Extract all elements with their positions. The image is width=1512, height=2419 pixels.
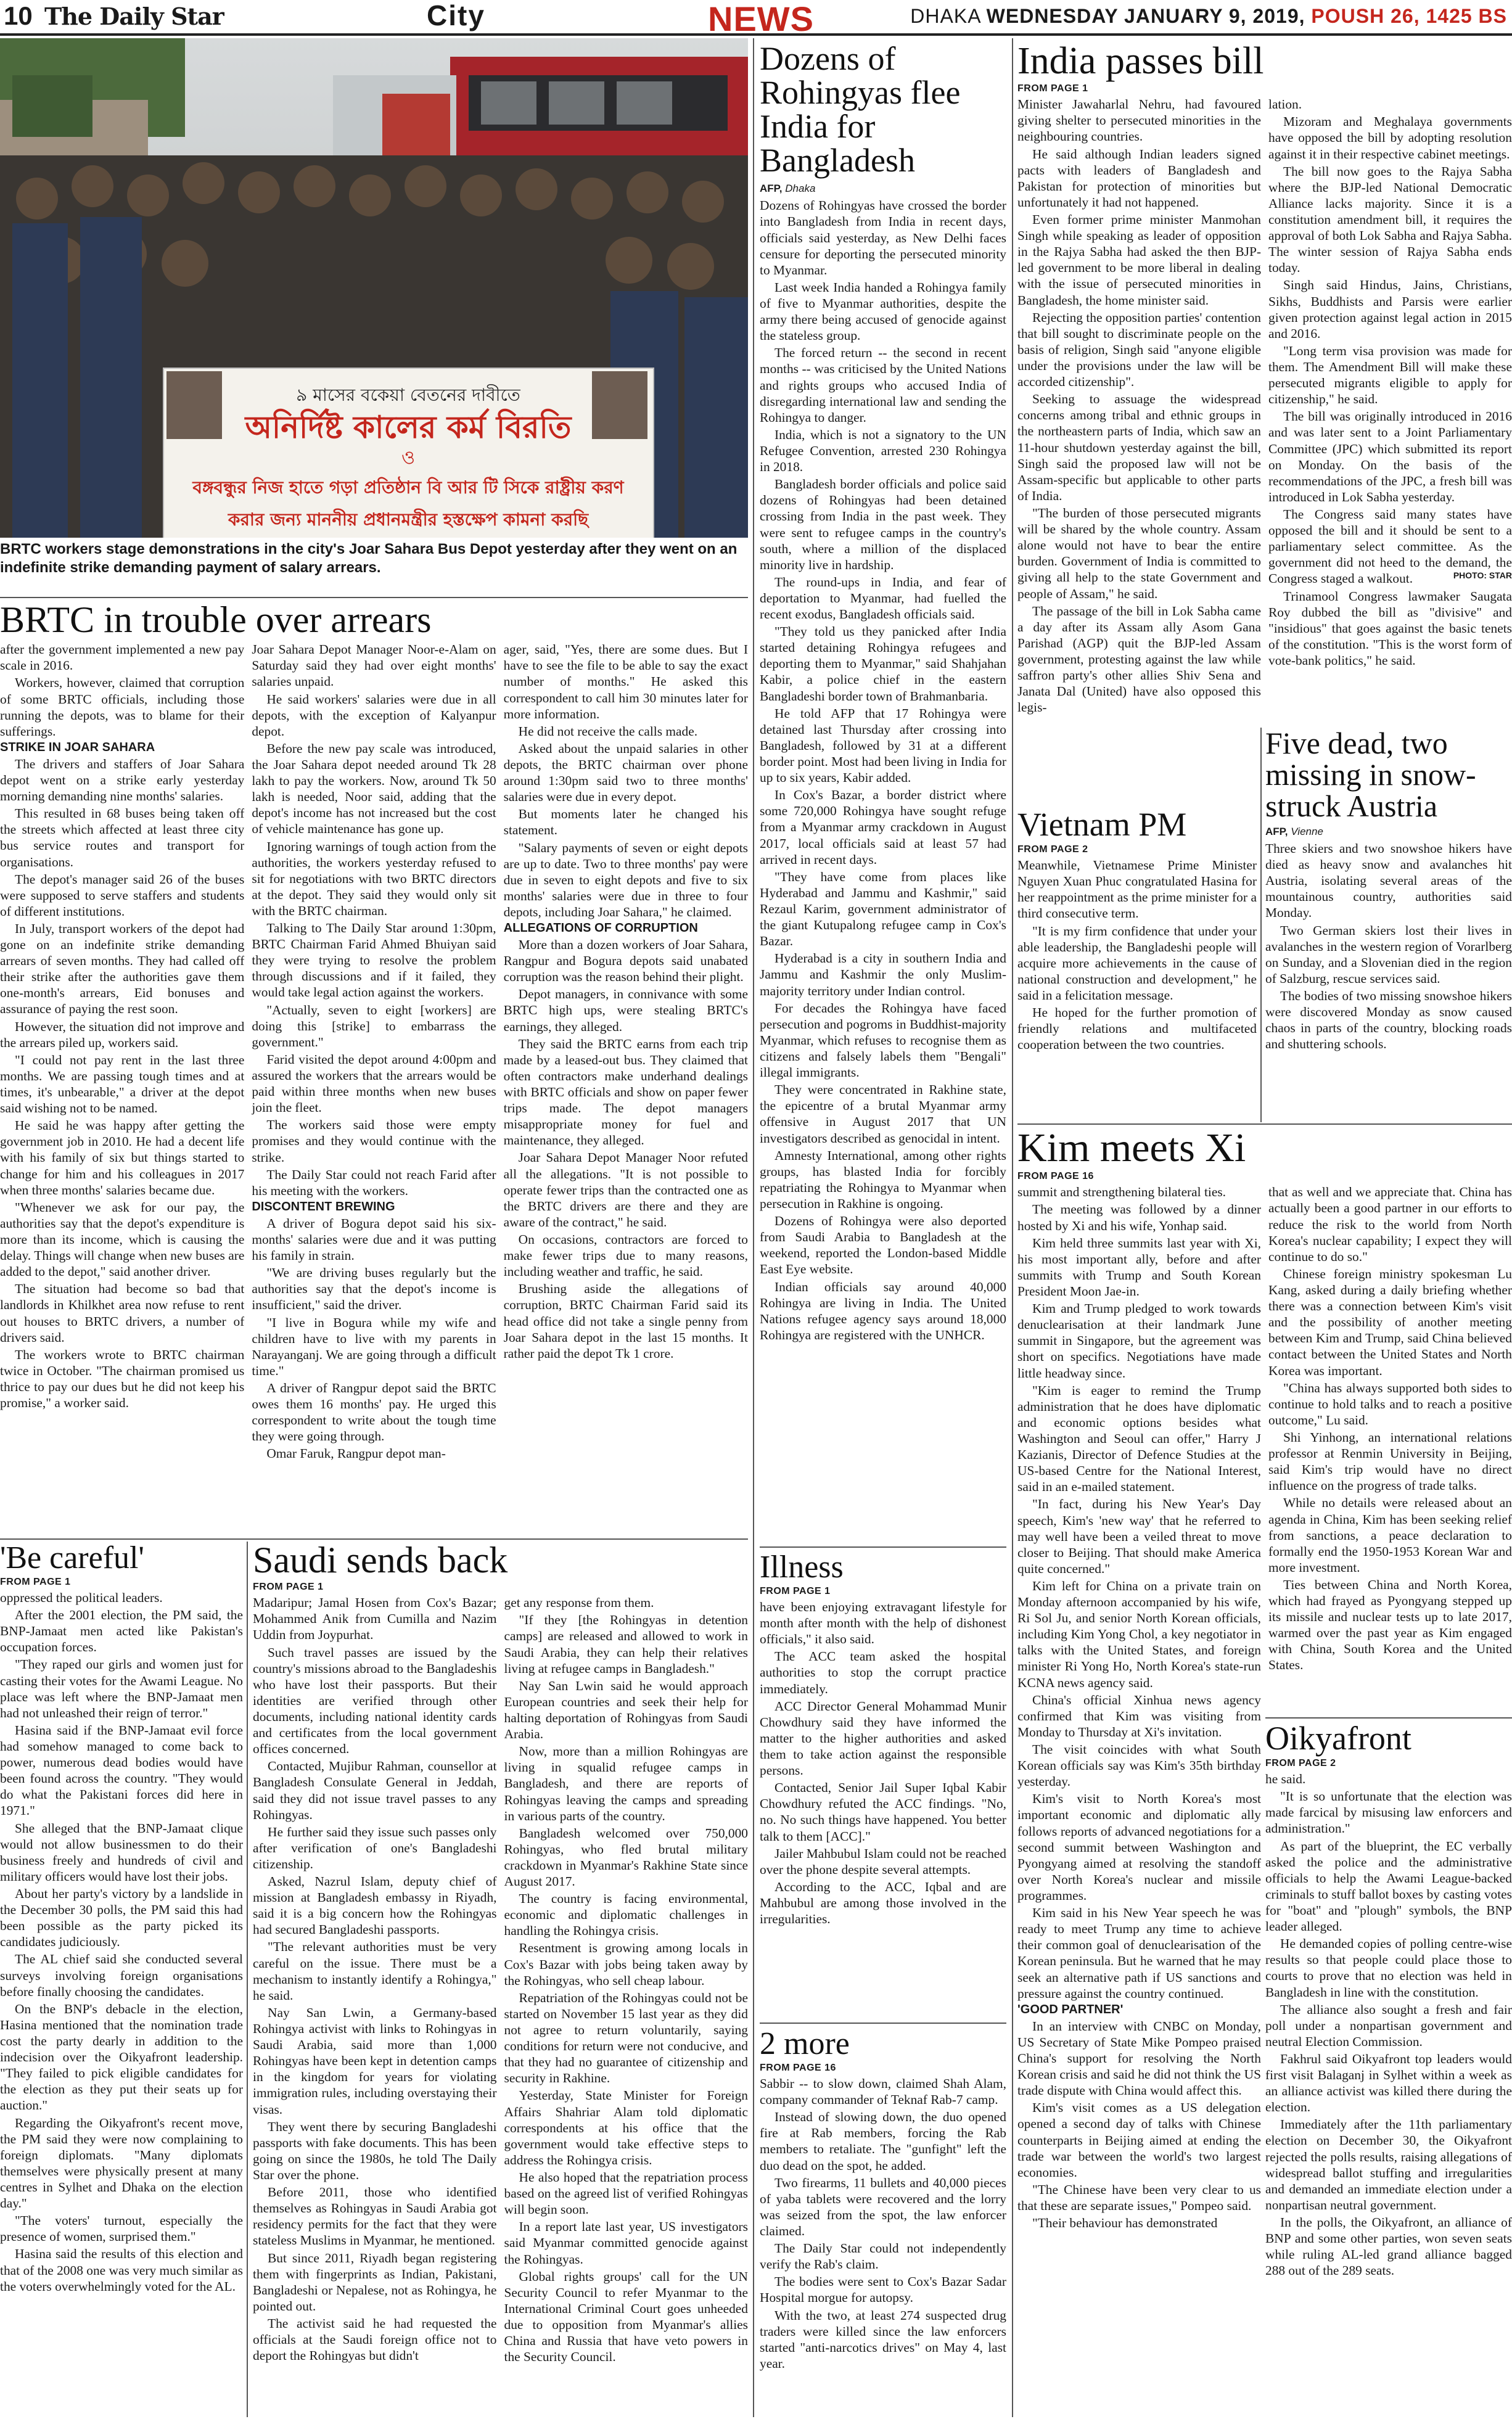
dateline: AFP, Dhaka — [760, 183, 816, 195]
paragraph: Sabbir -- to slow down, claimed Shah Alam, company commander of Teknaf Rab-7 camp. — [760, 2076, 1006, 2108]
paragraph: Nay San Lwin, a Germany-based Rohingya activist with links to Rohingyas in Saudi Arabia, said more than 1,000 Rohingyas have been kept in detention camps in the kingdom for years for violating immigration rules, including overstaying their visas. — [253, 2005, 497, 2117]
paragraph: The bodies of two missing snowshoe hikers were discovered Monday as snow caused chaos in parts of the country, blocking roads and shuttering schools. — [1265, 988, 1512, 1052]
headline-oikyafront: Oikyafront — [1265, 1722, 1411, 1757]
section-label: City — [427, 0, 485, 31]
paragraph: He further said they issue such passes only after verification of one's Bangladeshi citizenship. — [253, 1824, 497, 1871]
paragraph: Dozens of Rohingyas have crossed the border into Bangladesh from India in recent days, officials said yesterday, as New Delhi faces censure for deporting the persecuted minority to Myanmar. — [760, 198, 1006, 277]
paragraph: Resentment is growing among locals in Cox's Bazar with jobs being taken away by the Rohingyas, who sell cheap labour. — [504, 1941, 748, 1988]
paragraph: They said the BRTC earns from each trip made by a leased-out bus. They claimed that often contractors make underhand dealings with BRTC officials and show on paper fewer trips made. The depot managers misappropriate money for fuel and maintenance, they alleged. — [503, 1036, 748, 1148]
paragraph: A driver of Rangpur depot said the BRTC owes them 16 months' pay. He urged this correspondent to write about the tough time they were going through. — [252, 1381, 496, 1444]
page-number: 10 — [4, 1, 33, 30]
paragraph: Kim's visit comes as a US delegation opened a second day of talks with Chinese counterparts in Beijing aimed at ending the trade war between the world's two largest economies. — [1017, 2100, 1261, 2180]
paragraph: Depot managers, in connivance with some BRTC high ups, were stealing BRTC's earnings, they alleged. — [503, 987, 748, 1034]
paragraph: The alliance also sought a fresh and fair poll under a nonpartisan government and neutral Election Commission. — [1265, 2002, 1512, 2049]
paragraph: Hyderabad is a city in southern India and Jammu and Kashmir the only Muslim-majority territory under Indian control. — [760, 951, 1006, 998]
paragraph: The Daily Star could not reach Farid after his meeting with the workers. — [252, 1167, 496, 1198]
paragraph: Immediately after the 11th parliamentary election on December 30, the Oikyafront rejected the polls results, raising allegations of widespread ballot stuffing and irregularities and demanded an immediate election under a nonpartisan neutral government. — [1265, 2117, 1512, 2212]
paragraph: Even former prime minister Manmohan Singh while speaking as leader of opposition in the Rajya Sabha had asked the then BJP-led government to be more liberal in dealing with the issue of persecuted minorities in Bangladesh, the home minister said. — [1017, 212, 1261, 308]
banner-line-1: ৯ মাসের বকেয়া বেতনের দাবীতে — [296, 385, 520, 405]
photo-caption: BRTC workers stage demonstrations in the city's Joar Sahara Bus Depot yesterday after they went on an indefinite strike demanding payment of salary arrears. — [0, 541, 738, 576]
article-body — [1017, 857, 1257, 1054]
paragraph: The round-ups in India, and fear of deportation to Myanmar, had fuelled the recent exodus, Bangladesh officials said. — [760, 574, 1006, 622]
article-body — [0, 1590, 243, 2296]
paragraph: "Long term visa provision was made for them. The Amendment Bill will make these persecuted migrants eligible to apply for citizenship," he said. — [1268, 343, 1512, 407]
paragraph: Talking to The Daily Star around 1:30pm, BRTC Chairman Farid Ahmed Bhuiyan said they were trying to resolve the problem through discussions and if it failed, they would take legal action against the workers. — [252, 921, 496, 1000]
page-header — [0, 0, 1512, 36]
paragraph: lation. — [1268, 97, 1302, 112]
paragraph: The bill was originally introduced in 2016 and was later sent to a Joint Parliamentary Committee (JPC) which submitted its report on Monday. On the basis of the recommendations of the JPC, a fresh bill was introduced in Lok Sabha yesterday. — [1268, 409, 1512, 504]
paragraph: About her party's victory by a landslide in the December 30 polls, the PM said this had been possible as the party picked its candidates judiciously. — [0, 1886, 243, 1950]
banner-line-3: ও — [401, 447, 416, 469]
paragraph: "They told us they panicked after India started detaining Rohingya refugees and deporting them to Myanmar," said Shahjahan Kabir, a police chief in the eastern Bangladeshi border town of Brahmanbaria. — [760, 624, 1006, 704]
paragraph: Farid visited the depot around 4:00pm and assured the workers that the arrears would be paid within three months when new buses join the fleet. — [252, 1051, 496, 1115]
paragraph: Shi Yinhong, an international relations professor at Renmin University in Beijing, said Kim's trip would have no direct influence on the progress of trade talks. — [1268, 1429, 1512, 1493]
paragraph: This resulted in 68 buses being taken off the streets which affected at least three city bus service routes and transport for organisations. — [0, 806, 245, 869]
paragraph: He said although Indian leaders signed pacts with leaders of Bangladesh and Pakistan for protection of minorities but unfortunately it had not happened. — [1017, 146, 1261, 210]
jump-label: FROM PAGE 2 — [1017, 844, 1088, 855]
subhead: STRIKE IN JOAR SAHARA — [0, 740, 155, 754]
headline-brtc: BRTC in trouble over arrears — [0, 601, 432, 640]
paragraph: Contacted, Senior Jail Super Iqbal Kabir Chowdhury refuted the ACC findings. "No, no. No such things have happened. You better talk to them [ACC]." — [760, 1780, 1006, 1844]
paragraph: "It is so unfortunate that the election was made farcical by misusing law enforcers and administration." — [1265, 1789, 1512, 1836]
article-body — [1265, 1771, 1512, 2280]
headline-vietnam: Vietnam PM — [1017, 808, 1187, 843]
paragraph: "It is my firm confidence that under your able leadership, the Bangladeshi people will acquire more achievements in the cause of national construction and development," he said in a felicitation message. — [1017, 923, 1257, 1003]
paragraph: Joar Sahara Depot Manager Noor-e-Alam on Saturday said they had over eight months' salaries unpaid. — [252, 642, 496, 689]
paragraph: The workers said those were empty promises and they would continue with the strike. — [252, 1117, 496, 1165]
article-body — [0, 641, 748, 1463]
paragraph: The bodies were sent to Cox's Bazar Sadar Hospital morgue for autopsy. — [760, 2274, 1006, 2306]
paragraph: Hasina said the results of this election and that of the 2008 one was very much similar as the voters overwhelmingly voted for the AL. — [0, 2246, 243, 2294]
jump-label: FROM PAGE 1 — [0, 1577, 71, 1588]
paragraph: Hasina said if the BNP-Jamaat evil force had somehow managed to come back to power, numerous dead bodies would have been found across the country. "They would do what the Pakistani forces did here in 1971." — [0, 1722, 243, 1818]
paragraph: Kim held three summits last year with Xi, his most important ally, before and after summits with Trump and South Korean President Moon Jae-in. — [1017, 1235, 1261, 1299]
paragraph: Regarding the Oikyafront's recent move, the PM said they were now complaining to foreign diplomats. "Many diplomats themselves were physically present at many centres in Sylhet and Dhaka on the election day." — [0, 2115, 243, 2211]
paragraph: Such travel passes are issued by the country's missions abroad to the Bangladeshis who have lost their passports. But their identities are verified through other documents, including national identity cards and certificates from the local government offices concerned. — [253, 1645, 497, 1757]
news-label: NEWS — [708, 0, 814, 38]
paragraph: have been enjoying extravagant lifestyle for month after month with the help of dishonest officials," it also said. — [760, 1600, 1006, 1647]
paragraph: Repatriation of the Rohingyas could not be started on November 15 last year as they did not agree to return voluntarily, saying conditions for return were not conducive, and that they had no guarantee of citizenship and security in Rakhine. — [504, 1990, 748, 2086]
paragraph: In a report late last year, US investigators said Myanmar committed genocide against the Rohingyas. — [504, 2219, 748, 2267]
paragraph: Workers, however, claimed that corruption of some BRTC officials, including those running the depots, was to blame for their sufferings. — [0, 675, 245, 739]
paragraph: Instead of slowing down, the duo opened fire at Rab members, forcing the Rab members to retaliate. The "gunfight" left the duo dead on the spot, he added. — [760, 2109, 1006, 2173]
paragraph: "The relevant authorities must be very careful on the issue. There must be a mechanism to instantly identify a Rohingya," he said. — [253, 1939, 497, 2003]
subhead: ALLEGATIONS OF CORRUPTION — [503, 921, 698, 935]
article-oikyafront — [1265, 1722, 1512, 2417]
paragraph: With the two, at least 274 suspected drug traders were killed since the law enforcers started "anti-narcotics drives" on May 4, last year. — [760, 2307, 1006, 2371]
text-column — [253, 1595, 497, 2366]
paragraph: The AL chief said she conducted several surveys involving foreign organisations before finally choosing the candidates. — [0, 1952, 243, 1999]
paragraph: that as well and we appreciate that. China has actually been a good partner in our efforts to reduce the risk to the world from North Korea's nuclear capability; I expect they will continue to do so." — [1268, 1185, 1512, 1264]
paragraph: Bangladesh welcomed over 750,000 Rohingyas, who fled brutal military crackdown in Myanmar's Rakhine State since August 2017. — [504, 1825, 748, 1889]
paragraph: However, the situation did not improve and the arrears piled up, workers said. — [0, 1019, 245, 1050]
paragraph: Kim and Trump pledged to work towards denuclearisation at their landmark June summit in Singapore, but the agreement was short on specifics. Negotiations have made little headway since. — [1017, 1301, 1261, 1381]
paragraph: The meeting was followed by a dinner hosted by Xi and his wife, Yonhap said. — [1017, 1202, 1261, 1233]
paragraph: Trinamool Congress lawmaker Saugata Roy dubbed the bill as "divisive" and "insidious" that goes against the basic tenets of the constitution. "This is the worst form of vote-bank politics," he said. — [1268, 588, 1512, 668]
text-column — [504, 1595, 749, 2366]
paragraph: The Daily Star could not independently verify the Rab's claim. — [760, 2241, 1006, 2272]
paragraph: Now, more than a million Rohingyas are living in squalid refugee camps in Bangladesh, and there are reports of Rohingyas leaving the camps and spreading in various parts of the country. — [504, 1744, 748, 1823]
paragraph: The drivers and staffers of Joar Sahara depot went on a strike early yesterday morning demanding nine months' salaries. — [0, 756, 245, 804]
paragraph: "Actually, seven to eight [workers] are doing this [strike] to embarrass the government." — [252, 1002, 496, 1049]
paragraph: after the government implemented a new pay scale in 2016. — [0, 642, 245, 673]
paragraph: The workers wrote to BRTC chairman twice in October. "The chairman promised us thrice to pay our dues but he did not keep his promise," a worker said. — [0, 1347, 245, 1411]
article-illness — [760, 1551, 1006, 2023]
paragraph: Before the new pay scale was introduced, the Joar Sahara depot needed around Tk 28 lakh to pay the workers. Now, around Tk 50 lakh is needed, Noor said, adding that the depot's income has not increased but the cost of vehicle maintenance has gone up. — [252, 741, 496, 837]
headline-saudi: Saudi sends back — [253, 1542, 508, 1580]
paragraph: Seeking to assuage the widespread concerns among tribal and ethnic groups in the northeastern parts of India, which saw an 11-hour shutdown yesterday against the bill, Singh said the proposed law will not be Assam-specific but applicable to other parts of India. — [1017, 392, 1261, 503]
article-body — [1265, 840, 1512, 1053]
text-column — [0, 641, 244, 1463]
paragraph: Minister Jawaharlal Nehru, had favoured giving shelter to persecuted minorities in the neighbouring countries. — [1017, 97, 1261, 144]
paragraph: Omar Faruk, Rangpur depot man- — [266, 1446, 446, 1461]
paragraph: Contacted, Mujibur Rahman, counsellor at Bangladesh Consulate General in Jeddah, said they did not issue travel passes to any Rohingyas. — [253, 1759, 497, 1822]
subhead: DISCONTENT BREWING — [252, 1199, 395, 1214]
jump-label: FROM PAGE 16 — [1017, 1171, 1094, 1182]
text-column — [1268, 96, 1512, 717]
text-column — [504, 641, 748, 1463]
paragraph: "If they [the Rohingyas in detention camps] are released and allowed to work in Saudi Arabia, they can help their relatives living at refugee camps in Bangladesh." — [504, 1612, 748, 1676]
masthead-logo: The Daily Star — [44, 2, 224, 30]
paragraph: Three skiers and two snowshoe hikers have died as heavy snow and avalanches hit Austria, isolating several areas of the mountainous country, authorities said Monday. — [1265, 841, 1512, 921]
paragraph: He said he was happy after getting the government job in 2010. He had a decent life with his family of six but things started to change for him and his colleagues in 2017 when three months' salaries became due. — [0, 1118, 245, 1197]
paragraph: Jailer Mahbubul Islam could not be reached over the phone despite several attempts. — [760, 1846, 1006, 1877]
photo-credit: PHOTO: STAR — [1453, 570, 1512, 580]
paragraph: On occasions, contractors are forced to make fewer trips due to many reasons, including weather and traffic, he said. — [503, 1232, 748, 1279]
headline-austria: Five dead, two missing in snow-struck Austria — [1265, 728, 1476, 823]
paragraph: Before 2011, those who identified themselves as Rohingyas in Saudi Arabia got residency permits for the fact that they were stateless Muslims in Myanmar, he mentioned. — [253, 2185, 497, 2248]
paragraph: Rejecting the opposition parties' contention that bill sought to discriminate people on the basis of religion, Singh said "anyone eligible under the provisions under the law will be accorded citizenship". — [1017, 310, 1261, 390]
paragraph: "They have come from places like Hyderabad and Jammu and Kashmir," said Rezaul Karim, government administrator of the giant Kutupalong refugee camp in Cox's Bazar. — [760, 869, 1006, 949]
paragraph: "The voters' turnout, especially the presence of women, surprised them." — [0, 2213, 243, 2244]
article-body — [253, 1595, 748, 2366]
paragraph: oppressed the political leaders. — [0, 1590, 163, 1606]
paragraph: Brushing aside the allegations of corruption, BRTC Chairman Farid said its head office did not take a single penny from Joar Sahara depot in the last 15 months. It rather paid the depot Tk 1 crore. — [503, 1281, 748, 1361]
paragraph: Mizoram and Meghalaya governments have opposed the bill by adopting resolution against it in their respective cabinet meetings. — [1268, 114, 1512, 162]
paragraph: But moments later he changed his statement. — [503, 807, 748, 838]
paragraph: More than a dozen workers of Joar Sahara, Rangpur and Bogura depots said unabated corruption was the reason behind their plight. — [503, 937, 748, 985]
paragraph: He hoped for the further promotion of friendly relations and multifaceted cooperation between the two countries. — [1017, 1005, 1257, 1053]
jump-label: FROM PAGE 2 — [1265, 1758, 1336, 1769]
text-column — [1265, 1771, 1512, 2280]
paragraph: Joar Sahara Depot Manager Noor refuted all the allegations. "It is not possible to operate fewer trips than the contracted one as the BRTC drivers are there and they are aware of the contract," he said. — [503, 1150, 748, 1230]
news-photo — [0, 38, 748, 538]
paragraph: Two firearms, 11 bullets and 40,000 pieces of yaba tablets were recovered and the lorry was seized from the spot, the law enforcer claimed. — [760, 2175, 1006, 2239]
paragraph: The depot's manager said 26 of the buses were supposed to serve staffers and students of different institutions. — [0, 871, 245, 919]
paragraph: Nay San Lwin said he would approach European countries and seek their help for halting deportation of Rohingyas from Saudi Arabia. — [504, 1678, 748, 1742]
text-column — [1017, 857, 1257, 1054]
paragraph: "The Chinese have been very clear to us that these are separate issues," Pompeo said. — [1017, 2182, 1261, 2213]
paragraph: "I live in Bogura while my wife and children have to live with my parents in Narayanganj. We are going through a difficult time." — [252, 1315, 496, 1378]
paragraph: Yesterday, State Minister for Foreign Affairs Shahriar Alam told diplomatic correspondents at his office that the government would take effective steps to address the Rohingya crisis. — [504, 2088, 748, 2167]
paragraph: The bill now goes to the Rajya Sabha where the BJP-led National Democratic Alliance lacks majority. Since it is a constitution amendment bill, it requires the approval of both Lok Sabha and Rajya Sabha. The winter session of Rajya Sabha ends today. — [1268, 163, 1512, 276]
text-column — [1017, 96, 1261, 717]
paragraph: Asked, Nazrul Islam, deputy chief of mission at Bangladesh embassy in Riyadh, said it is a big concern how the Rohingyas had secured Bangladeshi passports. — [253, 1874, 497, 1937]
paragraph: The activist said he had requested the officials at the Saudi foreign office not to deport the Rohingyas but didn't — [253, 2316, 497, 2364]
paragraph: Ties between China and North Korea, which had frayed as Pyongyang stepped up its missile and nuclear tests up to late 2017, warmed over the past year as Kim engaged with China, South Korea and the United States. — [1268, 1577, 1512, 1673]
paragraph: In Cox's Bazar, a border district where some 720,000 Rohingya have sought refuge from a Myanmar army crackdown in August 2017, local officials said at least 57 had arrived in recent days. — [760, 787, 1006, 867]
paragraph: The country is facing environmental, economic and diplomatic challenges in handling the Rohingya crisis. — [504, 1891, 748, 1939]
text-column — [1265, 840, 1512, 1053]
paragraph: he said. — [1265, 1772, 1306, 1787]
paragraph: The ACC team asked the hospital authorities to stop the corrupt practice immediately. — [760, 1649, 1006, 1696]
paragraph: In an interview with CNBC on Monday, US Secretary of State Mike Pompeo praised China's support for resolving the North Korean crisis and said he did not think the US trade dispute with China would affect this. — [1017, 2018, 1261, 2098]
article-body — [760, 197, 1006, 1344]
paragraph: The visit coincides with what South Korean officials say was Kim's 35th birthday yesterday. — [1017, 1742, 1261, 1789]
paragraph: summit and strengthening bilateral ties. — [1017, 1185, 1226, 1200]
banner-line-2: অনির্দিষ্ট কালের কর্ম বিরতি — [245, 409, 572, 445]
paragraph: India, which is not a signatory to the UN Refugee Convention, arrested 230 Rohingya in 2018. — [760, 427, 1006, 475]
paragraph: The passage of the bill in Lok Sabha came a day after its Assam ally Asom Gana Parishad (AGP) quit the BJP-led Assam government, protesting against the law while saffron party's other allies Shiv Sena and Janata Dal (United) have also opposed this legis- — [1017, 603, 1261, 715]
paragraph: They were concentrated in Rakhine state, the epicentre of a brutal Myanmar army offensive in August 2017 that UN investigators described as genocidal in intent. — [760, 1082, 1006, 1146]
dateline: AFP, Vienne — [1265, 826, 1323, 837]
paragraph: He also hoped that the repatriation process based on the agreed list of verified Rohingyas will begin soon. — [504, 2170, 748, 2217]
text-column — [0, 1590, 243, 2296]
paragraph: "The burden of those persecuted migrants will be shared by the whole country. Assam alone would not have to bear the entire burden. Government of India is committed to giving all help to the state Government and people of Assam," he said. — [1017, 505, 1261, 601]
paragraph: ager, said, "Yes, there are some dues. But I have to see the file to be able to say the exact number of months." He asked this correspondent to call him 30 minutes later for more information. — [503, 642, 748, 721]
paragraph: Ignoring warnings of tough action from the authorities, the workers yesterday refused to sit for negotiations with two BRTC directors at the depot. They said they would only sit with the BRTC chairman. — [252, 839, 496, 918]
article-body — [760, 2076, 1006, 2373]
headline-kim: Kim meets Xi — [1017, 1127, 1246, 1170]
article-two-more — [760, 2027, 1006, 2417]
paragraph: "I could not pay rent in the last three months. We are passing tough times and at times, it's unbearable," a driver at the depot said wishing not to be named. — [0, 1052, 245, 1116]
paragraph: Two German skiers lost their lives in avalanches in the western region of Vorarlberg on Sunday, and a Slovenian died in the region of Salzburg, rescue services said. — [1265, 922, 1512, 986]
text-column — [760, 1599, 1006, 1928]
paragraph: A driver of Bogura depot said his six-months' salaries were due and it was putting his family in strain. — [252, 1215, 496, 1263]
headline-india: India passes bill — [1017, 42, 1264, 82]
article-brtc — [0, 601, 748, 1538]
jump-label: FROM PAGE 1 — [1017, 83, 1088, 94]
article-austria — [1265, 728, 1512, 1122]
paragraph: For decades the Rohingya have faced persecution and pogroms in Buddhist-majority Myanmar, which refuses to recognise them as citizens and falsely labels them "Bengali" illegal immigrants. — [760, 1000, 1006, 1080]
paragraph: "Their behaviour has demonstrated — [1032, 2216, 1218, 2231]
paragraph: On the BNP's debacle in the election, Hasina mentioned that the nomination trade cost the party dearly in addition to the indecision over the Oikyafront leadership. "They failed to pick eligible candidates for the election as they put their seats up for auction." — [0, 2001, 243, 2113]
paragraph: "In fact, during his New Year's Day speech, Kim's 'new way' that he referred to may well have been a veiled threat to move closer to Beijing. That should make America quite concerned." — [1017, 1497, 1261, 1576]
article-dozens — [760, 42, 1006, 1546]
jump-label: FROM PAGE 1 — [760, 1586, 831, 1597]
text-column — [760, 2076, 1006, 2373]
paragraph: The Congress said many states have opposed the bill and it should be sent to a parliamentary select committee. As the government did not heed to the demand, the Congress staged a walkout. — [1268, 506, 1512, 586]
paragraph: As part of the blueprint, the EC verbally asked the police and the administrative officials to help the Awami League-backed criminals to stuff ballot boxes by casting votes for "boat" and "plough" symbols, the BNP leader alleged. — [1265, 1838, 1512, 1934]
article-be-careful — [0, 1542, 243, 2417]
edition-date: DHAKA WEDNESDAY JANUARY 9, 2019, POUSH 26, 1425 BS — [910, 5, 1507, 27]
banner-line-5: করার জন্য মাননীয় প্রধানমন্ত্রীর হস্তক্ষেপ কামনা করছি — [228, 509, 589, 530]
headline-illness: Illness — [760, 1551, 844, 1585]
article-vietnam — [1017, 808, 1257, 1122]
paragraph: He did not receive the calls made. — [518, 723, 698, 739]
paragraph: get any response from them. — [504, 1595, 654, 1611]
article-india — [1017, 42, 1512, 807]
jump-label: FROM PAGE 16 — [760, 2063, 836, 2074]
paragraph: Kim said in his New Year speech he was ready to meet Trump any time to achieve their common goal of denuclearisation of the Korean peninsula. But he warned that he may seek an alternative path if US sanctions and pressure against the country continued. — [1017, 1905, 1261, 2001]
paragraph: She alleged that the BNP-Jamaat clique would not allow businessmen to do their business freely and hundreds of civil and military officers would have lost their jobs. — [0, 1820, 243, 1884]
paragraph: "They raped our girls and women just for casting their votes for the Awami League. No place was left where the BNP-Jamaat men had not unleashed their reign of terror." — [0, 1657, 243, 1720]
paragraph: But since 2011, Riyadh began registering them with fingerprints as Indian, Pakistani, Bangladeshi or Nepalese, not as Rohingya, he pointed out. — [253, 2250, 497, 2314]
paragraph: Asked about the unpaid salaries in other depots, the BRTC chairman over phone around 1:30pm said two to three months' salaries were due in every depot. — [503, 741, 748, 805]
paragraph: In July, transport workers of the depot had gone on an indefinite strike demanding arrears of seven months. They had called off their strike after the authorities gave them one-month's arrears, Eid bonuses and assurance of paying the rest soon. — [0, 921, 245, 1017]
text-column — [760, 197, 1006, 1344]
headline-dozens: Dozens of Rohingyas flee India for Bangladesh — [760, 42, 961, 179]
paragraph: According to the ACC, Iqbal and are Mahbubul are among those involved in the irregularities. — [760, 1879, 1006, 1927]
paragraph: Kim's visit to North Korea's most important economic and diplomatic ally follows reports of advanced negotiations for a second summit between Washington and Pyongyang aimed at resolving the standoff over North Korea's nuclear and missile programmes. — [1017, 1791, 1261, 1904]
paragraph: Fakhrul said Oikyafront top leaders would first visit Balaganj in Sylhet within a week as an alliance activist was killed there during the election. — [1265, 2051, 1512, 2115]
headline-be-careful: 'Be careful' — [0, 1542, 144, 1575]
paragraph: Madaripur; Jamal Hosen from Cox's Bazar; Mohammed Anik from Cumilla and Nazim Uddin from Joypurhat. — [253, 1595, 497, 1643]
paragraph: Dozens of Rohingya were also deported from Saudi Arabia to Bangladesh at the weekend, reported the London-based Middle East Eye website. — [760, 1214, 1006, 1277]
paragraph: The forced return -- the second in recent months -- was criticised by the United Nations and rights groups who accused India of disregarding international law and sending the Rohingya to danger. — [760, 345, 1006, 425]
paragraph: Bangladesh border officials and police said dozens of Rohingyas had been detained crossing from India in the past week. They were sent to refugee camps in the country's south, where a million of the displaced minority live in hardship. — [760, 477, 1006, 572]
jump-label: FROM PAGE 1 — [253, 1582, 324, 1593]
text-column — [252, 641, 496, 1463]
paragraph: They went there by securing Bangladeshi passports with fake documents. This has been going on since the 1980s, he told The Daily Star over the phone. — [253, 2119, 497, 2183]
paragraph: Chinese foreign ministry spokesman Lu Kang, asked during a daily briefing whether there was a connection between Kim's visit and the possibility of another meeting between Kim and Trump, said China believed contact between the United States and North Korea was important. — [1268, 1266, 1512, 1378]
article-saudi — [253, 1542, 748, 2417]
headline-two-more: 2 more — [760, 2027, 850, 2061]
paragraph: The situation had become so bad that landlords in Khilkhet area now refuse to rent out houses to BRTC drivers, a number of drivers said. — [0, 1281, 245, 1345]
paragraph: Singh said Hindus, Jains, Christians, Sikhs, Buddhists and Parsis were earlier given protection against legal action in 2015 and 2016. — [1268, 277, 1512, 341]
paragraph: ACC Director General Mohammad Munir Chowdhury said they have informed the matter to the higher authorities and asked them to take action against the responsible persons. — [760, 1698, 1006, 1778]
paragraph: Amnesty International, among other rights groups, has blasted India for forcibly repatriating the Rohingya to Myanmar when persecution in Rakhine is ongoing. — [760, 1148, 1006, 1211]
paragraph: "We are driving buses regularly but the authorities say that the depot's income is insufficient," said the driver. — [252, 1265, 496, 1313]
paragraph: "Whenever we ask for our pay, the authorities say that the depot's expenditure is more than its income, which is causing the delay. Things will change when new buses are added to the depot," said another driver. — [0, 1199, 245, 1279]
paragraph: He demanded copies of polling centre-wise results so that people could place those to courts to prove that no election was held in Bangladesh in line with the constitution. — [1265, 1936, 1512, 2000]
paragraph: China's official Xinhua news agency confirmed that Kim was visiting from Monday to Thursday at Xi's invitation. — [1017, 1692, 1261, 1739]
paragraph: Meanwhile, Vietnamese Prime Minister Nguyen Xuan Phuc congratulated Hasina for her reappointment as the prime minister for a third consecutive term. — [1017, 858, 1257, 921]
paragraph: While no details were released about an agenda in China, Kim has been seeking relief from sanctions, a peace declaration to formally end the 1950-1953 Korean War and more investment. — [1268, 1495, 1512, 1575]
paragraph: Last week India handed a Rohingya family of five to Myanmar authorities, despite the army there being accused of genocide against the stateless group. — [760, 279, 1006, 343]
text-column — [1017, 1184, 1261, 2232]
subhead: 'GOOD PARTNER' — [1017, 2002, 1124, 2016]
paragraph: Indian officials say around 40,000 Rohingya are living in India. The United Nations refugee agency says around 18,000 Rohingya are registered with the UNHCR. — [760, 1279, 1006, 1342]
paragraph: In the polls, the Oikyafront, an alliance of BNP and some other parties, won seven seats while ruling AL-led grand alliance bagged 288 out of the 289 seats. — [1265, 2215, 1512, 2278]
paragraph: He said workers' salaries were due in all depots, with the exception of Kalyanpur depot. — [252, 691, 496, 739]
paragraph: Global rights groups' call for the UN Security Council to refer Myanmar to the International Criminal Court goes unheeded due to opposition from Myanmar's allies China and Russia that have veto powers in the Security Council. — [504, 2269, 748, 2365]
paragraph: "Kim is eager to remind the Trump administration that he does have diplomatic and economic options besides what Washington and Seoul can offer," Harry J Kazianis, Director of Defence Studies at the US-based Centre for the National Interest, said in an e-mailed statement. — [1017, 1382, 1261, 1495]
article-body — [1017, 96, 1512, 717]
paragraph: "Salary payments of seven or eight depots are up to date. Two to three months' pay were due in seven to eight depots and five to six months' salaries were due in three to four depots, including Joar Sahara," he claimed. — [503, 840, 748, 919]
article-body — [760, 1599, 1006, 1928]
banner-line-4: বঙ্গবন্ধুর নিজ হাতে গড়া প্রতিষ্ঠান বি আর টি সিকে রাষ্ট্রীয় করণ — [192, 477, 624, 498]
paragraph: After the 2001 election, the PM said, the BNP-Jamaat men acted like Pakistan's occupation forces. — [0, 1608, 243, 1655]
paragraph: Kim left for China on a private train on Monday afternoon accompanied by his wife, Ri Sol Ju, and senior North Korean officials, including Kim Yong Chol, a key negotiator in talks with the United States, and foreign minister Ri Yong Ho, North Korea's state-run KCNA news agency said. — [1017, 1578, 1261, 1690]
paragraph: He told AFP that 17 Rohingya were detained last Thursday after crossing into Bangladesh, followed by 31 at a different border point. Most had been living in India for up to six years, Kabir added. — [760, 705, 1006, 786]
paragraph: "China has always supported both sides to continue to hold talks and to reach a positive outcome," Lu said. — [1268, 1380, 1512, 1427]
